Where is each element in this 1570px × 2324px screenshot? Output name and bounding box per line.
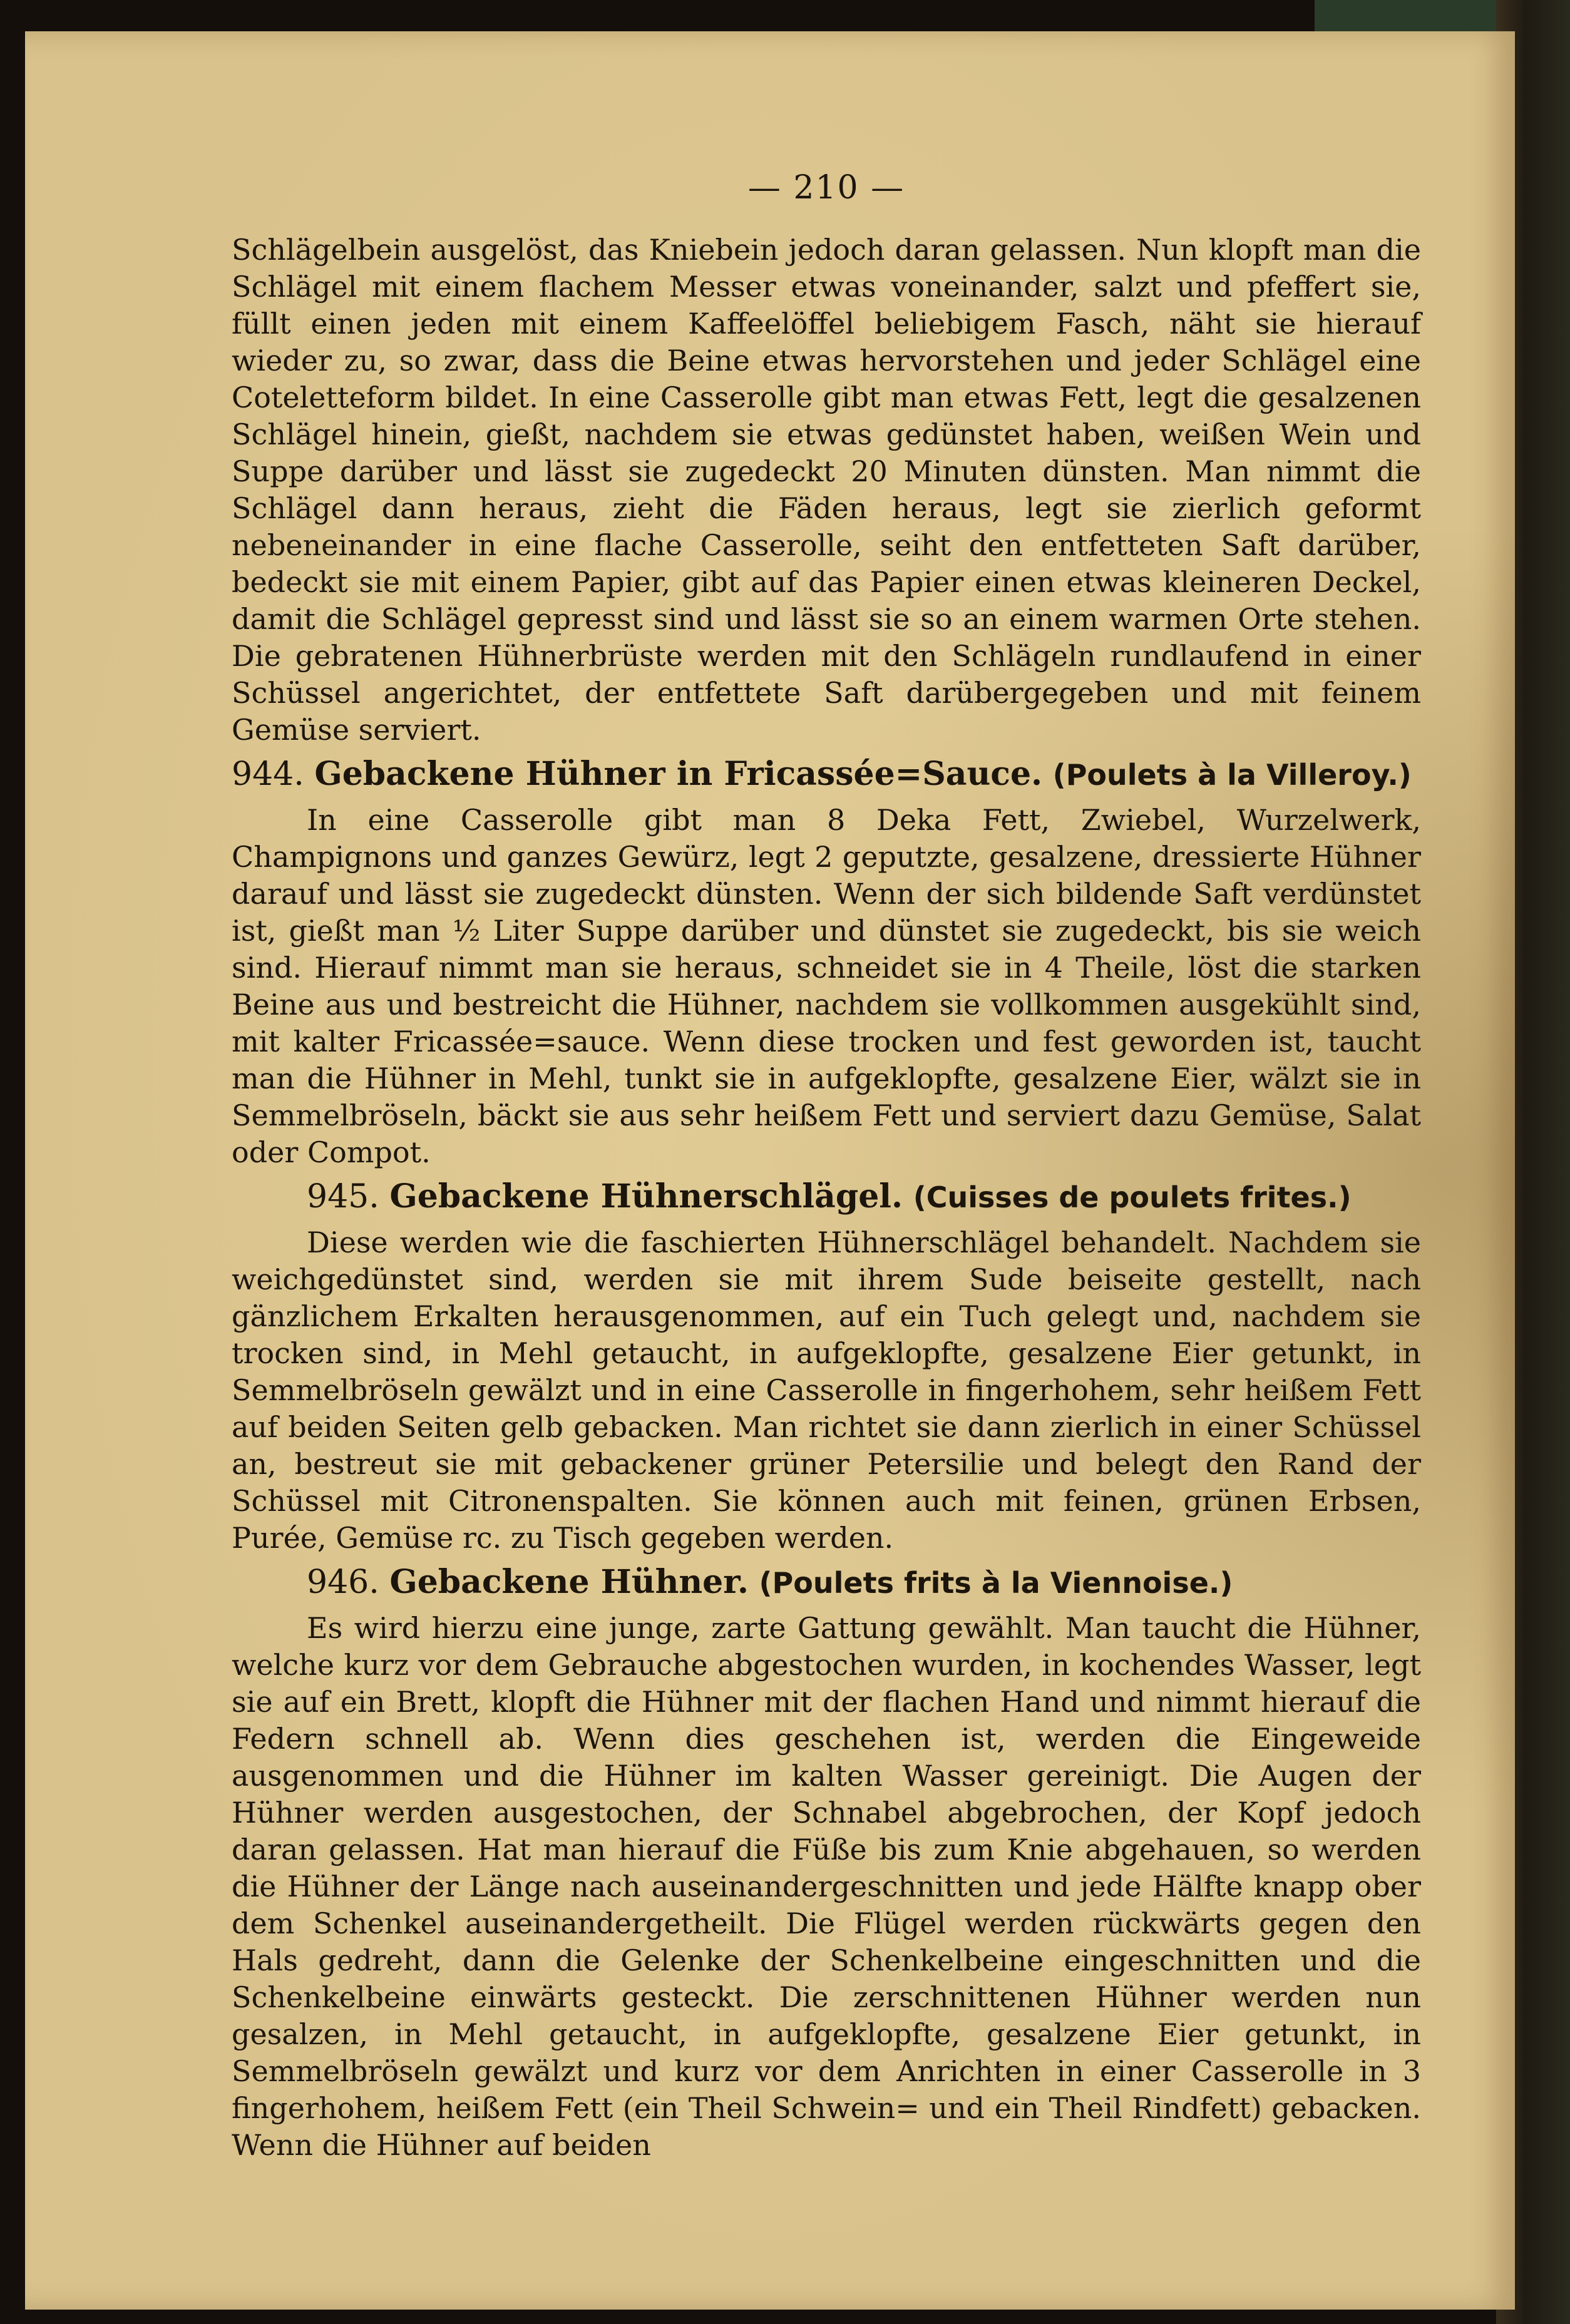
recipe-title: Gebackene Hühner in Fricassée=Sauce. — [314, 755, 1043, 793]
recipe-title: Gebackene Hühnerschlägel. — [389, 1177, 903, 1216]
recipe-number: 945. — [307, 1178, 379, 1216]
recipe-french-title: (Poulets à la Villeroy.) — [1052, 758, 1412, 792]
recipe-heading-946 — [232, 1562, 1421, 1604]
recipe-title: Gebackene Hühner. — [389, 1563, 749, 1601]
recipe-text-945: Diese werden wie die faschierten Hühnerschlägel behandelt. Nachdem sie weichgedünstet sind, werden sie mit ihrem Sude beiseite gestellt, nach gänzlichem Erkalten herausgenommen, auf ein Tuch gelegt und, nachdem sie trocken sind, in Mehl getaucht, in aufgeklopfte, gesalzene Eier getunkt, in Semmelbröseln gewälzt und in eine Casserolle in fingerhohem, sehr heißem Fett auf beiden Seiten gelb gebacken. Man richtet sie dann zierlich in einer Schüssel an, bestreut sie mit gebackener grüner Petersilie und belegt den Rand der Schüssel mit Citronenspalten. Sie können auch mit feinen, grünen Erbsen, Purée, Gemüse rc. zu Tisch gegeben werden. — [232, 1226, 1421, 1555]
recipe-heading-945 — [232, 1176, 1421, 1218]
recipe-french-title: (Cuisses de poulets frites.) — [913, 1180, 1352, 1214]
recipe-number: 944. — [232, 755, 304, 793]
recipe-text-944: In eine Casserolle gibt man 8 Deka Fett, Zwiebel, Wurzelwerk, Champignons und ganzes Gewürz, legt 2 geputzte, gesalzene, dressierte Hühner darauf und lässt sie zugedeckt dünsten. Wenn der sich bildende Saft verdünstet ist, gießt man ½ Liter Suppe darüber und dünstet sie zugedeckt, bis sie weich sind. Hierauf nimmt man sie heraus, schneidet sie in 4 Theile, löst die starken Beine aus und bestreicht die Hühner, nachdem sie vollkommen ausgekühlt sind, mit kalter Fricassée=sauce. Wenn diese trocken und fest geworden ist, taucht man die Hühner in Mehl, tunkt sie in aufgeklopfte, gesalzene Eier, wälzt sie in Semmelbröseln, bäckt sie aus sehr heißem Fett und serviert dazu Gemüse, Salat oder Compot. — [232, 803, 1421, 1169]
recipe-number: 946. — [307, 1564, 379, 1601]
page-text — [232, 169, 1421, 2164]
paragraph-continued: Schlägelbein ausgelöst, das Kniebein jedoch daran gelassen. Nun klopft man die Schlägel mit einem flachem Messer etwas voneinander, salzt und pfeffert sie, füllt einen jeden mit einem Kaffeelöffel beliebigem Fasch, näht sie hierauf wieder zu, so zwar, dass die Beine etwas hervorstehen und jeder Schlägel eine Coteletteform bildet. In eine Casserolle gibt man etwas Fett, legt die gesalzenen Schlägel hinein, gießt, nachdem sie etwas gedünstet haben, weißen Wein und Suppe darüber und lässt sie zugedeckt 20 Minuten dünsten. Man nimmt die Schlägel dann heraus, zieht die Fäden heraus, legt sie zierlich geformt nebeneinander in eine flache Casserolle, seiht den entfetteten Saft darüber, bedeckt sie mit einem Papier, gibt auf das Papier einen etwas kleineren Deckel, damit die Schlägel gepresst sind und lässt sie so an einem warmen Orte stehen. Die gebratenen Hühnerbrüste werden mit den Schlägeln rundlaufend in einer Schüssel angerichtet, der entfettete Saft darübergegeben und mit feinem Gemüse serviert. — [232, 233, 1421, 747]
recipe-french-title: (Poulets frits à la Viennoise.) — [759, 1566, 1233, 1600]
page-number: — 210 — — [747, 169, 905, 207]
recipe-heading-944 — [232, 754, 1421, 796]
recipe-text-946: Es wird hierzu eine junge, zarte Gattung gewählt. Man taucht die Hühner, welche kurz vor dem Gebrauche abgestochen wurden, in kochendes Wasser, legt sie auf ein Brett, klopft die Hühner mit der flachen Hand und nimmt hierauf die Federn schnell ab. Wenn dies geschehen ist, werden die Eingeweide ausgenommen und die Hühner im kalten Wasser gereinigt. Die Augen der Hühner werden ausgestochen, der Schnabel abgebrochen, der Kopf jedoch daran gelassen. Hat man hierauf die Füße bis zum Knie abgehauen, so werden die Hühner der Länge nach auseinandergeschnitten und jede Hälfte knapp ober dem Schenkel auseinandergetheilt. Die Flügel werden rückwärts gegen den Hals gedreht, dann die Gelenke der Schenkelbeine eingeschnitten und die Schenkelbeine einwärts gesteckt. Die zerschnittenen Hühner werden nun gesalzen, in Mehl getaucht, in aufgeklopfte, gesalzene Eier getunkt, in Semmelbröseln gewälzt und kurz vor dem Anrichten in einer Casserolle in 3 fingerhohem, heißem Fett (ein Theil Schwein= und ein Theil Rindfett) gebacken. Wenn die Hühner auf beiden — [232, 1611, 1421, 2162]
